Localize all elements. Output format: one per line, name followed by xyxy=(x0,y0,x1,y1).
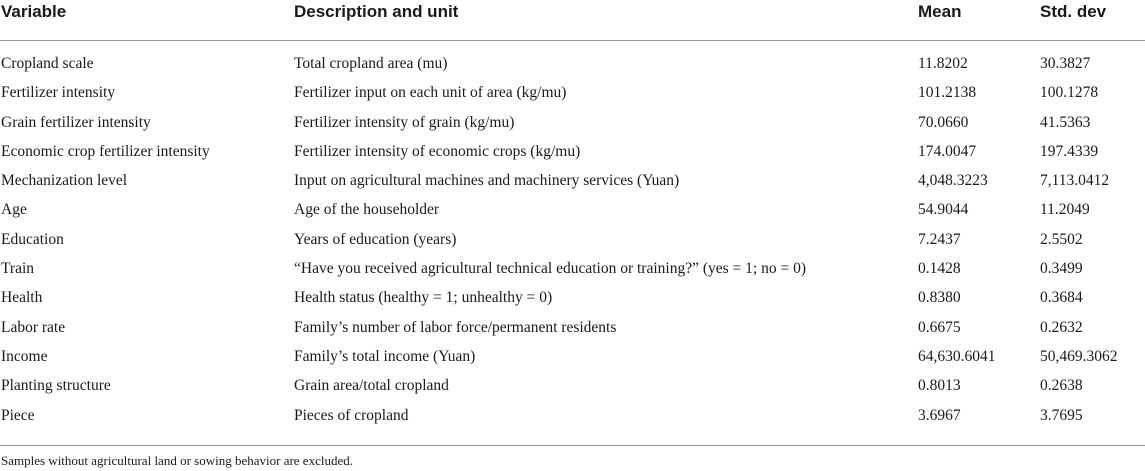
cell-variable: Cropland scale xyxy=(1,55,94,72)
table-row xyxy=(0,196,1145,225)
table-footnote: Samples without agricultural land or sowing behavior are excluded. xyxy=(1,453,353,468)
cell-variable: Education xyxy=(1,230,64,248)
cell-variable: Fertilizer intensity xyxy=(1,84,116,102)
cell-mean: 0.1428 xyxy=(918,260,961,278)
cell-variable: Age xyxy=(1,201,27,219)
cell-std-dev: 30.3827 xyxy=(1040,55,1091,72)
cell-variable: Piece xyxy=(1,406,35,424)
table-row xyxy=(0,255,1145,284)
cell-description: Health status (healthy = 1; unhealthy = 0) xyxy=(294,289,553,307)
header-description: Description and unit xyxy=(294,2,459,21)
table-row xyxy=(0,79,1145,108)
cell-mean: 174.0047 xyxy=(918,142,977,160)
cell-mean: 3.6967 xyxy=(918,406,961,424)
header-variable: Variable xyxy=(1,2,67,21)
cell-mean: 70.0660 xyxy=(918,113,969,131)
cell-variable: Mechanization level xyxy=(1,172,128,190)
cell-variable: Grain fertilizer intensity xyxy=(1,113,151,131)
table-row xyxy=(0,226,1145,255)
cell-mean: 4,048.3223 xyxy=(918,172,988,190)
cell-description: Years of education (years) xyxy=(294,230,457,248)
cell-std-dev: 197.4339 xyxy=(1040,142,1099,160)
cell-description: Pieces of cropland xyxy=(294,406,409,424)
cell-variable: Train xyxy=(1,260,35,278)
cell-variable: Economic crop fertilizer intensity xyxy=(1,142,210,160)
cell-description: Total cropland area (mu) xyxy=(294,55,448,72)
table-row xyxy=(0,167,1145,196)
table-row xyxy=(0,109,1145,138)
statistics-table xyxy=(0,0,1145,41)
table-row xyxy=(0,402,1145,431)
cell-description: “Have you received agricultural technical education or training?” (yes = 1; no = 0) xyxy=(294,260,806,278)
cell-variable: Labor rate xyxy=(1,318,66,336)
header-std-dev: Std. dev xyxy=(1040,2,1107,21)
cell-std-dev: 7,113.0412 xyxy=(1040,172,1110,190)
cell-std-dev: 0.2632 xyxy=(1040,318,1083,336)
table-body xyxy=(0,50,1145,431)
table-row xyxy=(0,372,1145,401)
cell-description: Fertilizer input on each unit of area (kg/mu) xyxy=(294,84,567,102)
cell-std-dev: 100.1278 xyxy=(1040,84,1099,102)
cell-std-dev: 50,469.3062 xyxy=(1040,347,1118,365)
cell-description: Grain area/total cropland xyxy=(294,377,449,395)
cell-description: Fertilizer intensity of grain (kg/mu) xyxy=(294,113,515,131)
cell-mean: 0.6675 xyxy=(918,318,961,336)
cell-variable: Planting structure xyxy=(1,377,111,395)
cell-description: Family’s total income (Yuan) xyxy=(294,347,476,365)
table-row xyxy=(0,138,1145,167)
cell-variable: Health xyxy=(1,289,43,307)
cell-mean: 64,630.6041 xyxy=(918,347,996,365)
cell-mean: 0.8380 xyxy=(918,289,961,307)
cell-mean: 101.2138 xyxy=(918,84,977,102)
cell-description: Family’s number of labor force/permanent residents xyxy=(294,318,617,336)
cell-description: Age of the householder xyxy=(294,201,440,219)
table-row xyxy=(0,343,1145,372)
bottom-rule xyxy=(0,445,1145,446)
table-row xyxy=(0,314,1145,343)
cell-std-dev: 0.3499 xyxy=(1040,260,1083,278)
cell-description: Fertilizer intensity of economic crops (kg/mu) xyxy=(294,142,581,160)
cell-std-dev: 0.3684 xyxy=(1040,289,1083,307)
table-row xyxy=(0,284,1145,313)
table-header xyxy=(0,0,1145,41)
cell-std-dev: 0.2638 xyxy=(1040,377,1083,395)
cell-std-dev: 11.2049 xyxy=(1040,201,1090,219)
cell-std-dev: 3.7695 xyxy=(1040,406,1083,424)
cell-mean: 11.8202 xyxy=(918,55,968,72)
cell-mean: 7.2437 xyxy=(918,230,961,248)
cell-mean: 54.9044 xyxy=(918,201,969,219)
cell-std-dev: 2.5502 xyxy=(1040,230,1083,248)
cell-variable: Income xyxy=(1,347,48,365)
header-mean: Mean xyxy=(918,2,962,21)
cell-description: Input on agricultural machines and machinery services (Yuan) xyxy=(294,172,680,190)
cell-mean: 0.8013 xyxy=(918,377,961,395)
cell-std-dev: 41.5363 xyxy=(1040,113,1091,131)
table-row xyxy=(0,50,1145,79)
